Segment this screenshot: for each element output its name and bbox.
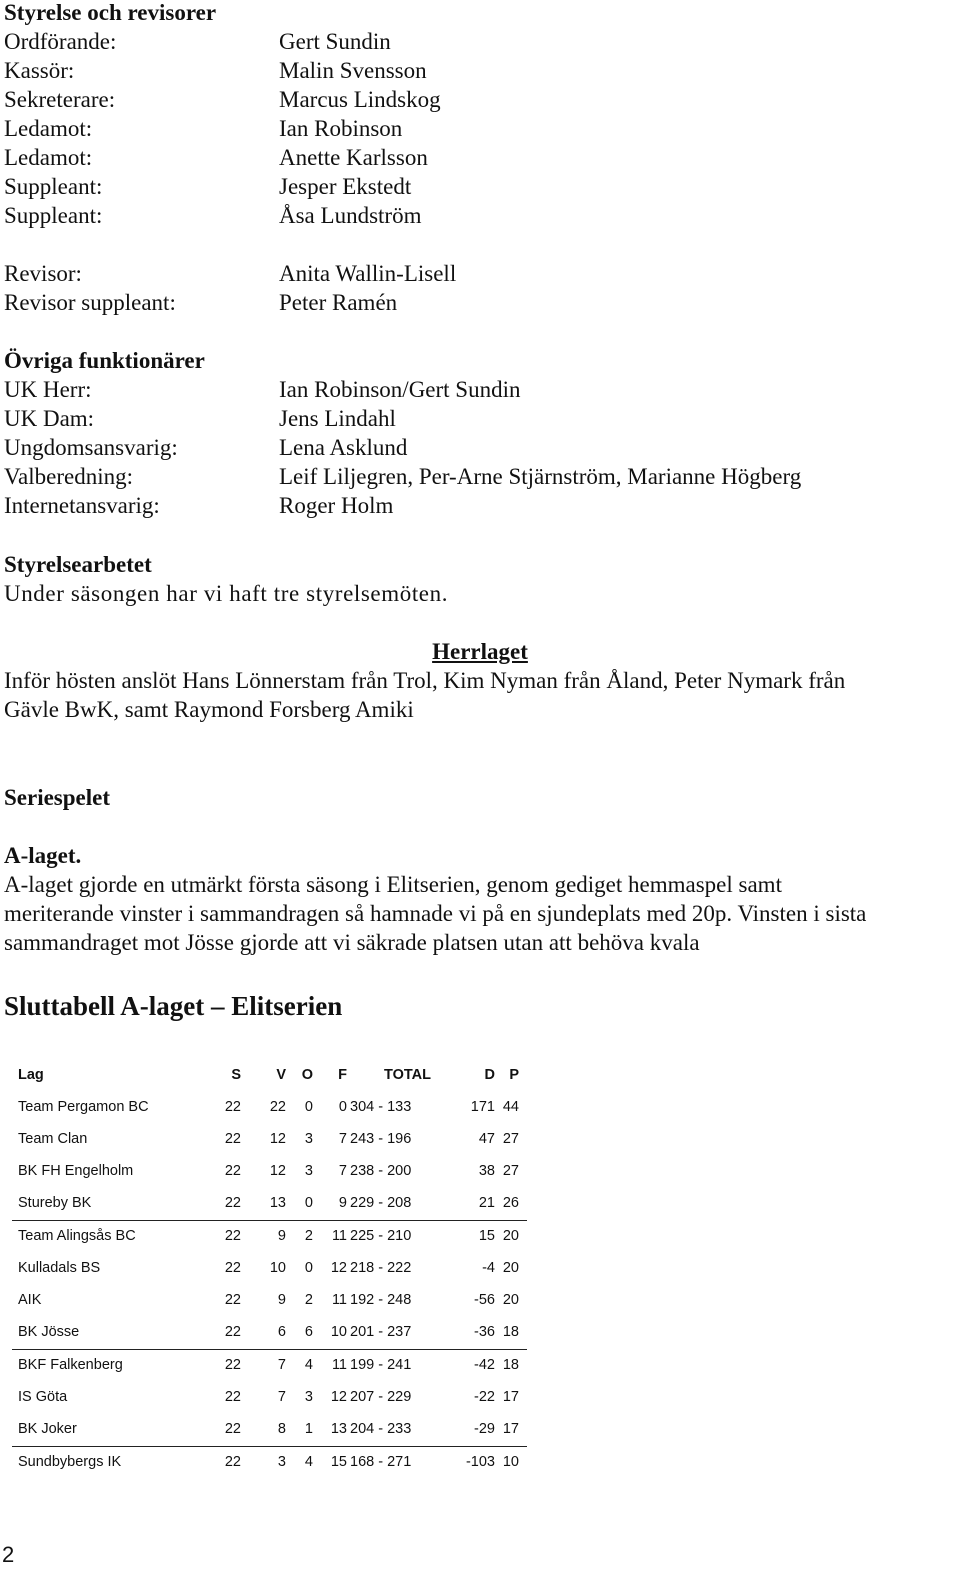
board-role: Ledamot: xyxy=(4,145,93,170)
cell-f: 10 xyxy=(330,1324,347,1340)
series-text: meriterande vinster i sammandragen så hamnade vi på en sjundeplats med 20p. Vinsten i sista xyxy=(4,901,867,926)
cell-d: 47 xyxy=(478,1131,495,1147)
cell-s: 22 xyxy=(224,1099,241,1115)
table-row xyxy=(12,1092,527,1124)
cell-d: -56 xyxy=(474,1292,495,1308)
board-role: Suppleant: xyxy=(4,174,103,199)
board-name: Malin Svensson xyxy=(279,58,427,83)
cell-total: 207 - 229 xyxy=(350,1389,412,1405)
cell-f: 0 xyxy=(338,1099,347,1115)
header-o: O xyxy=(301,1067,313,1083)
cell-total: 201 - 237 xyxy=(350,1324,412,1340)
cell-f: 7 xyxy=(338,1131,347,1147)
cell-lag: AIK xyxy=(18,1292,42,1308)
auditor-role: Revisor suppleant: xyxy=(4,290,176,315)
cell-o: 0 xyxy=(304,1099,313,1115)
cell-s: 22 xyxy=(224,1357,241,1373)
cell-d: 38 xyxy=(478,1163,495,1179)
cell-p: 44 xyxy=(502,1099,519,1115)
cell-p: 26 xyxy=(502,1195,519,1211)
table-row xyxy=(12,1285,527,1317)
cell-f: 7 xyxy=(338,1163,347,1179)
table-header-row xyxy=(12,1060,527,1092)
table-row xyxy=(12,1414,527,1447)
cell-o: 4 xyxy=(304,1357,313,1373)
cell-total: 199 - 241 xyxy=(350,1357,412,1373)
cell-s: 22 xyxy=(224,1421,241,1437)
auditor-name: Peter Ramén xyxy=(279,290,398,315)
cell-o: 3 xyxy=(304,1389,313,1405)
cell-lag: Team Alingsås BC xyxy=(18,1228,136,1244)
cell-s: 22 xyxy=(224,1228,241,1244)
table-row xyxy=(12,1350,527,1382)
board-name: Åsa Lundström xyxy=(279,203,422,228)
mens-team-text: Inför hösten anslöt Hans Lönnerstam från Trol, Kim Nyman från Åland, Peter Nymark från xyxy=(4,668,846,693)
board-role: Ordförande: xyxy=(4,29,117,54)
cell-total: 204 - 233 xyxy=(350,1421,412,1437)
cell-d: -29 xyxy=(474,1421,495,1437)
cell-v: 22 xyxy=(269,1099,286,1115)
cell-lag: BK FH Engelholm xyxy=(18,1163,134,1179)
cell-p: 20 xyxy=(502,1292,519,1308)
cell-s: 22 xyxy=(224,1324,241,1340)
cell-d: -22 xyxy=(474,1389,495,1405)
cell-lag: Team Clan xyxy=(18,1131,88,1147)
cell-v: 7 xyxy=(277,1357,286,1373)
cell-lag: BK Joker xyxy=(18,1421,77,1437)
cell-total: 192 - 248 xyxy=(350,1292,412,1308)
cell-p: 10 xyxy=(502,1454,519,1470)
cell-v: 12 xyxy=(269,1163,286,1179)
table-row xyxy=(12,1447,527,1479)
cell-total: 168 - 271 xyxy=(350,1454,412,1470)
table-title: Sluttabell A-laget – Elitserien xyxy=(4,991,343,1021)
table-row xyxy=(12,1124,527,1156)
series-heading: Seriespelet xyxy=(4,785,111,810)
table-row xyxy=(12,1221,527,1253)
table-row xyxy=(12,1317,527,1350)
official-name: Lena Asklund xyxy=(279,435,408,460)
table-row xyxy=(12,1156,527,1188)
header-lag: Lag xyxy=(18,1067,44,1083)
cell-lag: Sundbybergs IK xyxy=(18,1454,122,1470)
official-name: Jens Lindahl xyxy=(279,406,396,431)
cell-s: 22 xyxy=(224,1454,241,1470)
series-text: A-laget gjorde en utmärkt första säsong i Elitserien, genom gediget hemmaspel samt xyxy=(4,872,782,897)
cell-o: 4 xyxy=(304,1454,313,1470)
cell-d: -36 xyxy=(474,1324,495,1340)
cell-v: 3 xyxy=(277,1454,286,1470)
board-name: Ian Robinson xyxy=(279,116,403,141)
cell-lag: BKF Falkenberg xyxy=(18,1357,123,1373)
header-v: V xyxy=(276,1067,286,1083)
cell-d: 15 xyxy=(478,1228,495,1244)
a-team-heading: A-laget. xyxy=(4,843,82,868)
header-f: F xyxy=(338,1067,347,1083)
cell-v: 13 xyxy=(269,1195,286,1211)
header-p: P xyxy=(509,1067,519,1083)
cell-s: 22 xyxy=(224,1195,241,1211)
cell-lag: Kulladals BS xyxy=(18,1260,101,1276)
cell-p: 27 xyxy=(502,1131,519,1147)
board-work-text: Under säsongen har vi haft tre styrelsemöten. xyxy=(4,581,449,606)
board-role: Ledamot: xyxy=(4,116,93,141)
cell-v: 8 xyxy=(277,1421,286,1437)
official-role: Valberedning: xyxy=(4,464,134,489)
cell-total: 243 - 196 xyxy=(350,1131,412,1147)
cell-v: 9 xyxy=(277,1228,286,1244)
cell-f: 11 xyxy=(331,1357,347,1373)
cell-f: 13 xyxy=(330,1421,347,1437)
board-role: Kassör: xyxy=(4,58,75,83)
header-d: D xyxy=(484,1067,495,1083)
cell-total: 225 - 210 xyxy=(350,1228,412,1244)
cell-o: 0 xyxy=(304,1260,313,1276)
cell-o: 2 xyxy=(304,1292,313,1308)
header-s: S xyxy=(231,1067,241,1083)
cell-s: 22 xyxy=(224,1260,241,1276)
board-name: Jesper Ekstedt xyxy=(279,174,412,199)
cell-o: 0 xyxy=(304,1195,313,1211)
cell-v: 7 xyxy=(277,1389,286,1405)
official-role: UK Dam: xyxy=(4,406,95,431)
standings-table xyxy=(12,1060,527,1479)
cell-f: 15 xyxy=(330,1454,347,1470)
cell-lag: BK Jösse xyxy=(18,1324,80,1340)
cell-o: 1 xyxy=(304,1421,313,1437)
official-role: Ungdomsansvarig: xyxy=(4,435,178,460)
cell-lag: IS Göta xyxy=(18,1389,68,1405)
cell-p: 17 xyxy=(502,1389,519,1405)
cell-d: 171 xyxy=(470,1099,495,1115)
cell-total: 238 - 200 xyxy=(350,1163,412,1179)
cell-v: 12 xyxy=(269,1131,286,1147)
cell-f: 11 xyxy=(331,1228,347,1244)
cell-s: 22 xyxy=(224,1163,241,1179)
header-total: TOTAL xyxy=(384,1067,431,1083)
board-role: Sekreterare: xyxy=(4,87,116,112)
official-name: Roger Holm xyxy=(279,493,394,518)
mens-team-heading: Herrlaget xyxy=(432,639,528,664)
page-number: 2 xyxy=(2,1542,15,1567)
official-name: Ian Robinson/Gert Sundin xyxy=(279,377,521,402)
board-role: Suppleant: xyxy=(4,203,103,228)
cell-f: 12 xyxy=(330,1260,347,1276)
cell-f: 12 xyxy=(330,1389,347,1405)
cell-p: 20 xyxy=(502,1228,519,1244)
board-name: Marcus Lindskog xyxy=(279,87,441,112)
auditor-name: Anita Wallin-Lisell xyxy=(279,261,457,286)
cell-p: 17 xyxy=(502,1421,519,1437)
auditor-role: Revisor: xyxy=(4,261,82,286)
cell-f: 9 xyxy=(338,1195,347,1211)
cell-total: 229 - 208 xyxy=(350,1195,412,1211)
official-role: Internetansvarig: xyxy=(4,493,160,518)
cell-v: 6 xyxy=(277,1324,286,1340)
officials-heading: Övriga funktionärer xyxy=(4,348,205,373)
board-work-heading: Styrelsearbetet xyxy=(4,552,152,577)
cell-d: -103 xyxy=(465,1454,495,1470)
cell-o: 3 xyxy=(304,1131,313,1147)
board-name: Gert Sundin xyxy=(279,29,391,54)
cell-total: 218 - 222 xyxy=(350,1260,412,1276)
cell-v: 9 xyxy=(277,1292,286,1308)
cell-p: 27 xyxy=(502,1163,519,1179)
cell-d: 21 xyxy=(478,1195,495,1211)
cell-total: 304 - 133 xyxy=(350,1099,412,1115)
cell-s: 22 xyxy=(224,1292,241,1308)
cell-o: 6 xyxy=(304,1324,313,1340)
board-name: Anette Karlsson xyxy=(279,145,428,170)
official-role: UK Herr: xyxy=(4,377,92,402)
cell-s: 22 xyxy=(224,1389,241,1405)
series-text: sammandraget mot Jösse gjorde att vi säkrade platsen utan att behöva kvala xyxy=(4,930,700,955)
cell-d: -42 xyxy=(474,1357,495,1373)
cell-o: 3 xyxy=(304,1163,313,1179)
cell-d: -4 xyxy=(482,1260,495,1276)
table-row xyxy=(12,1253,527,1285)
cell-p: 20 xyxy=(502,1260,519,1276)
cell-s: 22 xyxy=(224,1131,241,1147)
cell-o: 2 xyxy=(304,1228,313,1244)
board-heading: Styrelse och revisorer xyxy=(4,0,217,25)
cell-f: 11 xyxy=(331,1292,347,1308)
cell-p: 18 xyxy=(502,1357,519,1373)
cell-v: 10 xyxy=(269,1260,286,1276)
cell-lag: Stureby BK xyxy=(18,1195,92,1211)
table-row xyxy=(12,1188,527,1221)
table-row xyxy=(12,1382,527,1414)
mens-team-text: Gävle BwK, samt Raymond Forsberg Amiki xyxy=(4,697,414,722)
official-name: Leif Liljegren, Per-Arne Stjärnström, Marianne Högberg xyxy=(279,464,802,489)
cell-p: 18 xyxy=(502,1324,519,1340)
cell-lag: Team Pergamon BC xyxy=(18,1099,149,1115)
